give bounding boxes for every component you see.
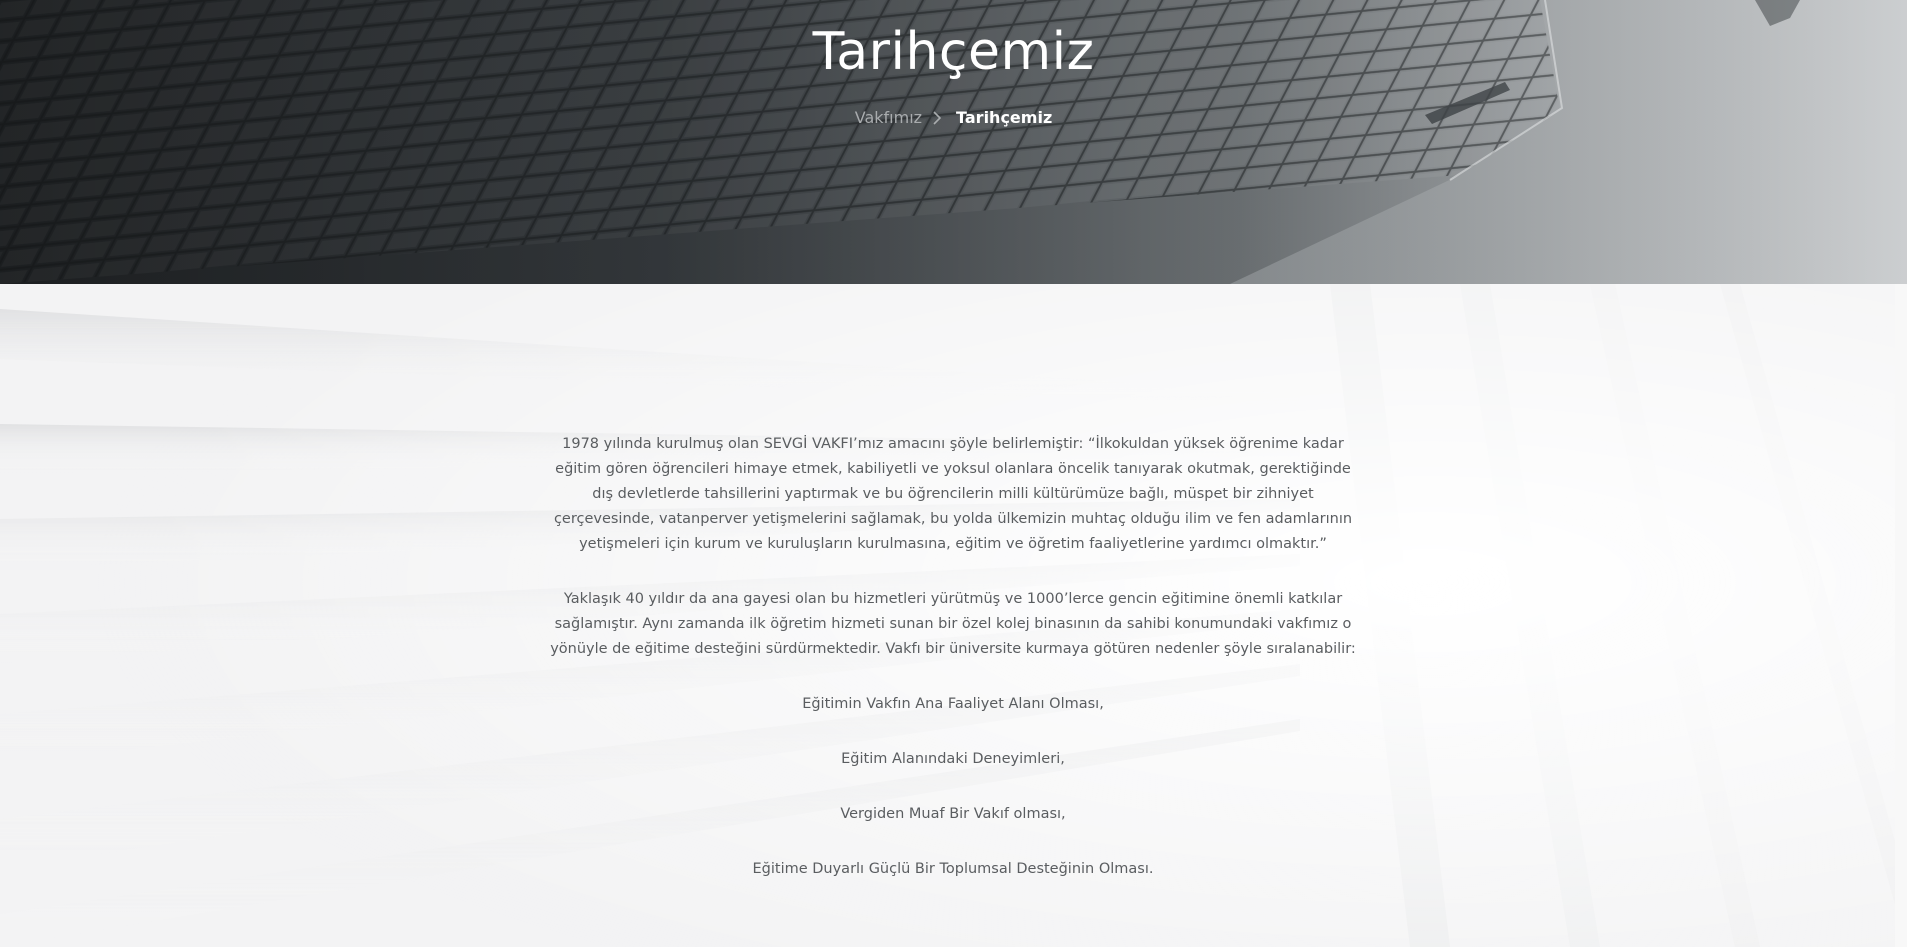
breadcrumb-link-vakfimiz[interactable]: Vakfımız bbox=[854, 108, 923, 127]
chevron-right-icon bbox=[932, 110, 946, 126]
list-item-reason: Vergiden Muaf Bir Vakıf olması, bbox=[840, 806, 1066, 822]
content-section bbox=[0, 284, 1907, 947]
history-article bbox=[548, 432, 1358, 912]
page-header-banner bbox=[0, 0, 1907, 284]
list-item-reason: Eğitime Duyarlı Güçlü Bir Toplumsal Desteğinin Olması. bbox=[752, 861, 1154, 877]
paragraph-foundation-purpose: 1978 yılında kurulmuş olan SEVGİ VAKFI’mız amacını şöyle belirlemiştir: “İlkokuldan yüksek öğrenime kadar eğitim gören öğrencileri himaye etmek, kabiliyetli ve yoksul olanlara öncelik tanıyarak okutmak, gerektiğinde dış devletlerde tahsillerini yaptırmak ve bu öğrencilerin milli kültürümüze bağlı, müspet bir zihniyet çerçevesinde, vatanperver yetişmelerini sağlamak, bu yolda ülkemizin muhtaç olduğu ilim ve fen adamlarının yetişmeleri için kurum ve kuruluşların kurulmasına, eğitim ve öğretim faaliyetlerine yardımcı olmaktır.” bbox=[553, 436, 1353, 552]
breadcrumb bbox=[0, 108, 1907, 127]
paragraph-services: Yaklaşık 40 yıldır da ana gayesi olan bu hizmetleri yürütmüş ve 1000’lerce gencin eğitimine önemli katkılar sağlamıştır. Aynı zamanda ilk öğretim hizmeti sunan bir özel kolej binasının da sahibi konumundaki vakfımız o yönüyle de eğitime desteğini sürdürmektedir. Vakfı bir üniversite kurmaya götüren nedenler şöyle sıralanabilir: bbox=[550, 591, 1356, 657]
list-item-reason: Eğitimin Vakfın Ana Faaliyet Alanı Olması, bbox=[802, 696, 1104, 712]
page-title: Tarihçemiz bbox=[812, 22, 1095, 82]
breadcrumb-current: Tarihçemiz bbox=[956, 108, 1053, 127]
list-item-reason: Eğitim Alanındaki Deneyimleri, bbox=[841, 751, 1065, 767]
